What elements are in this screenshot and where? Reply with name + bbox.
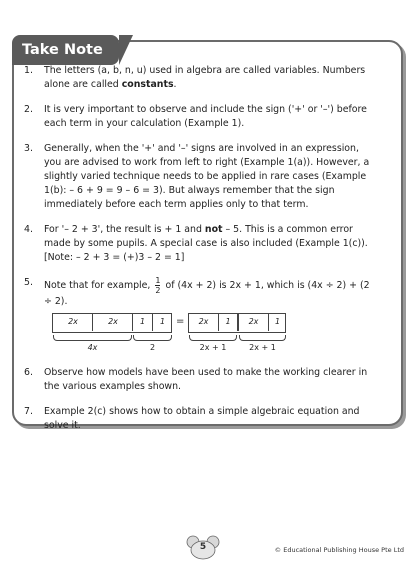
- equals-sign: =: [176, 316, 185, 327]
- model-cell: 1: [159, 317, 166, 326]
- brace-label: 2x + 1: [249, 343, 276, 352]
- note-item: 2. It is very important to observe and include the sign ('+' or '–') before each term in your calculation (Example 1).: [24, 104, 367, 129]
- fraction-one-half: $\frac{1}{2}$: [155, 276, 161, 295]
- model-cell: 2x: [248, 317, 259, 326]
- copyright-notice: © Educational Publishing House Pte Ltd: [274, 546, 404, 554]
- note-item: 1. The letters (a, b, n, u) used in algebra are called variables. Numbers alone are called constants.: [24, 65, 366, 90]
- model-cell: 1: [274, 317, 281, 326]
- take-note-title: Take Note: [12, 35, 119, 65]
- brace-label: 2x + 1: [199, 343, 227, 352]
- page-number: 5: [199, 542, 207, 552]
- note-item: 5. Note that for example, $\frac{1}{2}$ of (4x + 2) is 2x + 1, which is (4x ÷ 2) + (2 ÷ 2). 2x 2x 1 1 = 2x 1 2x 1 4x 2 2x + 1 2x + 1: [24, 276, 376, 355]
- model-cell: 1: [225, 317, 231, 326]
- brace-label: 2: [149, 343, 156, 352]
- model-cell: 2x: [108, 317, 118, 326]
- model-cell: 2x: [198, 317, 209, 326]
- bar-model: [44, 313, 376, 355]
- note-item: 4. For '– 2 + 3', the result is + 1 and not – 5. This is a common error made by some pupils. A special case is also included (Example 1(c)). [Note: – 2 + 3 = (+)3 – 2 = 1]: [24, 224, 368, 263]
- model-cell: 1: [139, 317, 146, 326]
- brace-label: 4x: [87, 343, 98, 352]
- notes-list: [24, 64, 376, 444]
- note-item: 6. Observe how models have been used to make the working clearer in the various examples shown.: [24, 367, 368, 392]
- model-cell: 2x: [68, 317, 78, 326]
- note-item: 3. Generally, when the '+' and '–' signs are involved in an expression, you are advised to work from left to right (Example 1(a)). However, a slightly varied technique needs to be applied in rare cases (Example 1(b): – 6 + 9 = 9 – 6 = 3). But always remember that the sign immediately before each term applies only to that term.: [24, 143, 370, 210]
- note-item: 7. Example 2(c) shows how to obtain a simple algebraic equation and solve it.: [24, 406, 360, 431]
